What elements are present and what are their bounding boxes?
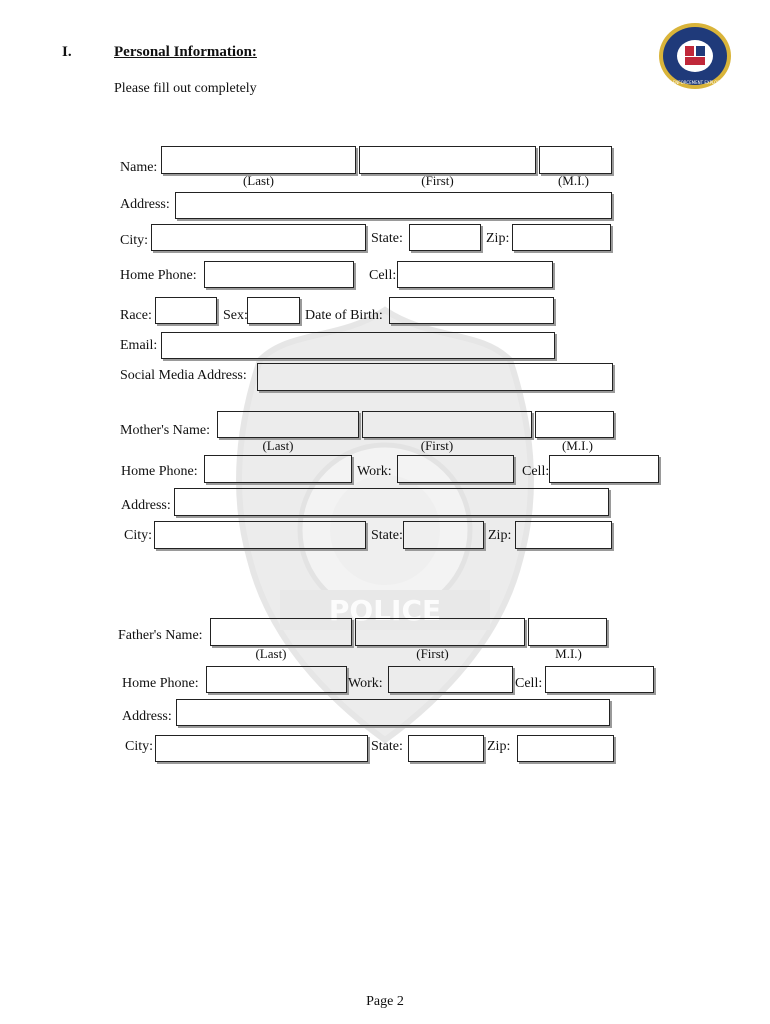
- email-field[interactable]: [161, 332, 555, 359]
- seal-text: LAW ENFORCEMENT EXPLORING: [662, 80, 728, 85]
- state-field[interactable]: [409, 224, 481, 251]
- cell-field[interactable]: [397, 261, 553, 288]
- address-label: Address:: [120, 197, 170, 212]
- zip-label: Zip:: [486, 231, 510, 246]
- father-first-name-field[interactable]: [355, 618, 525, 646]
- cell-label: Cell:: [369, 268, 397, 283]
- mother-cell-label: Cell:: [522, 464, 550, 479]
- email-label: Email:: [120, 338, 158, 353]
- mother-first-name-field[interactable]: [362, 411, 532, 438]
- mother-first-caption: (First): [420, 438, 454, 453]
- city-label: City:: [120, 233, 149, 248]
- first-caption: (First): [421, 173, 454, 188]
- father-zip-label: Zip:: [487, 739, 511, 754]
- father-name-label: Father's Name:: [118, 628, 203, 643]
- race-field[interactable]: [155, 297, 217, 324]
- home-phone-field[interactable]: [204, 261, 354, 288]
- mother-city-label: City:: [124, 528, 153, 543]
- mother-home-phone-field[interactable]: [204, 455, 352, 483]
- father-last-caption: (Last): [255, 646, 287, 661]
- section-number: I.: [62, 44, 72, 60]
- home-phone-label: Home Phone:: [120, 268, 197, 283]
- dob-label: Date of Birth:: [305, 308, 383, 323]
- father-city-label: City:: [125, 739, 154, 754]
- mother-last-name-field[interactable]: [217, 411, 359, 438]
- last-caption: (Last): [242, 173, 275, 188]
- watermark-text: POLICE: [328, 594, 442, 627]
- father-home-phone-label: Home Phone:: [122, 676, 199, 691]
- city-field[interactable]: [151, 224, 366, 251]
- address-field[interactable]: [175, 192, 612, 219]
- mother-zip-field[interactable]: [515, 521, 612, 549]
- race-label: Race:: [120, 308, 152, 323]
- father-address-label: Address:: [122, 709, 172, 724]
- father-home-phone-field[interactable]: [206, 666, 347, 693]
- mi-caption: (M.I.): [557, 173, 590, 188]
- father-work-label: Work:: [348, 676, 383, 691]
- mother-home-phone-label: Home Phone:: [121, 464, 198, 479]
- mother-work-field[interactable]: [397, 455, 514, 483]
- zip-field[interactable]: [512, 224, 611, 251]
- mother-mi-caption: (M.I.): [561, 438, 594, 453]
- father-state-field[interactable]: [408, 735, 484, 762]
- social-media-field[interactable]: [257, 363, 613, 391]
- name-label: Name:: [120, 160, 158, 175]
- section-title: Personal Information:: [114, 44, 257, 60]
- sex-field[interactable]: [247, 297, 300, 324]
- father-zip-field[interactable]: [517, 735, 614, 762]
- father-last-name-field[interactable]: [210, 618, 352, 646]
- page-number: Page 2: [366, 994, 404, 1009]
- social-media-label: Social Media Address:: [120, 368, 247, 383]
- first-name-field[interactable]: [359, 146, 536, 174]
- date-of-birth-field[interactable]: [389, 297, 554, 324]
- father-work-field[interactable]: [388, 666, 513, 693]
- mother-address-label: Address:: [121, 498, 171, 513]
- mother-mi-field[interactable]: [535, 411, 614, 438]
- sex-label: Sex:: [223, 308, 248, 323]
- mother-last-caption: (Last): [262, 438, 294, 453]
- father-first-caption: (First): [416, 646, 449, 661]
- instruction-text: Please fill out completely: [114, 81, 257, 96]
- father-mi-caption: M.I.): [555, 646, 582, 661]
- mother-work-label: Work:: [357, 464, 392, 479]
- mother-state-label: State:: [371, 528, 403, 543]
- mother-zip-label: Zip:: [488, 528, 512, 543]
- father-address-field[interactable]: [176, 699, 610, 726]
- father-cell-label: Cell:: [515, 676, 543, 691]
- mother-state-field[interactable]: [403, 521, 484, 549]
- mother-name-label: Mother's Name:: [120, 423, 211, 438]
- mother-city-field[interactable]: [154, 521, 366, 549]
- middle-initial-field[interactable]: [539, 146, 612, 174]
- mother-cell-field[interactable]: [549, 455, 659, 483]
- father-cell-field[interactable]: [545, 666, 654, 693]
- law-enforcement-exploring-seal: [658, 22, 732, 90]
- father-city-field[interactable]: [155, 735, 368, 762]
- mother-address-field[interactable]: [174, 488, 609, 516]
- state-label: State:: [371, 231, 403, 246]
- father-state-label: State:: [371, 739, 403, 754]
- father-mi-field[interactable]: [528, 618, 607, 646]
- last-name-field[interactable]: [161, 146, 356, 174]
